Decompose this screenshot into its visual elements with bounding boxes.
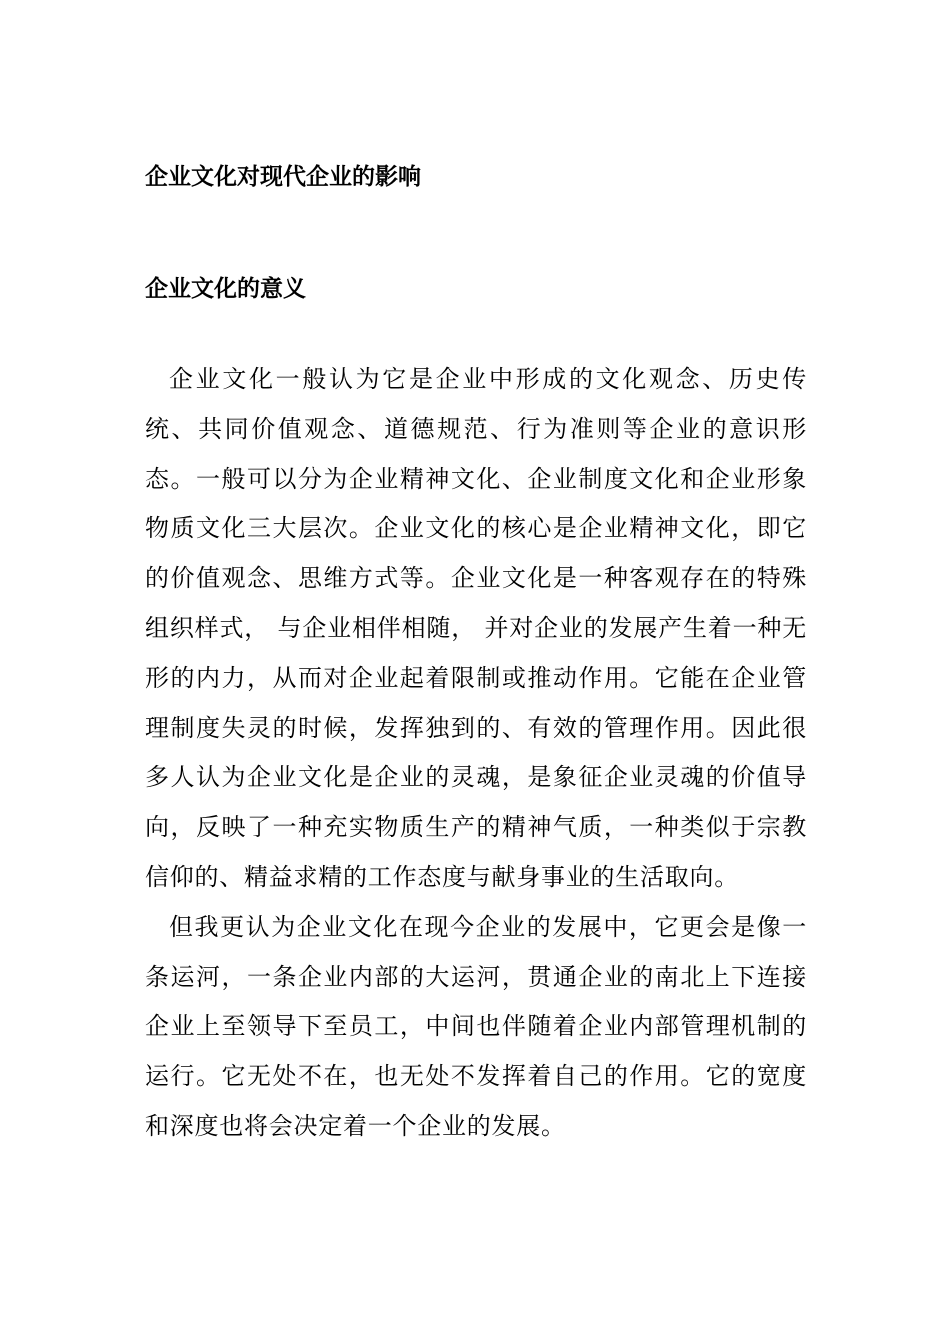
section-heading: 企业文化的意义	[145, 276, 306, 302]
paragraph-2: 但我更认为企业文化在现今企业的发展中，它更会是像一条运河，一条企业内部的大运河，贯通企业的南北上下连接企业上至领导下至员工，中间也伴随着企业内部管理机制的运行。它无处不在，也无处不发挥着自己的作用。它的宽度和深度也将会决定着一个企业的发展。	[145, 912, 807, 1140]
document-title: 企业文化对现代企业的影响	[145, 164, 421, 190]
body-text	[145, 355, 807, 1152]
paragraph-1: 企业文化一般认为它是企业中形成的文化观念、历史传统、共同价值观念、道德规范、行为准则等企业的意识形态。一般可以分为企业精神文化、企业制度文化和企业形象物质文化三大层次。企业文化的核心是企业精神文化，即它的价值观念、思维方式等。企业文化是一种客观存在的特殊组织样式， 与企业相伴相随， 并对企业的发展产生着一种无形的内力，从而对企业起着限制或推动作用。它能在企业管理制度失灵的时候，发挥独到的、有效的管理作用。因此很多人认为企业文化是企业的灵魂，是象征企业灵魂的价值导向，反映了一种充实物质生产的精神气质，一种类似于宗教信仰的、精益求精的工作态度与献身事业的生活取向。	[145, 365, 807, 891]
